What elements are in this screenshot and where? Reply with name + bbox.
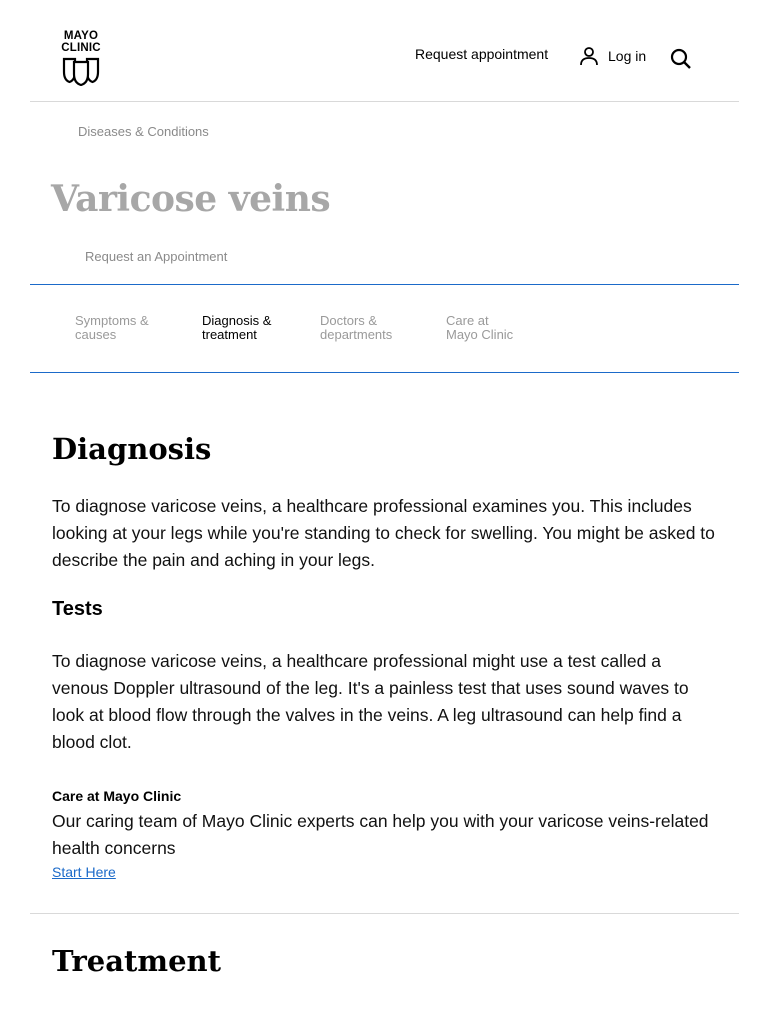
start-here-link[interactable]: Start Here: [52, 864, 116, 880]
user-icon: [579, 46, 599, 66]
tab-label-line1: Diagnosis &: [202, 313, 272, 328]
tab-label-line2: treatment: [202, 327, 257, 342]
search-icon: [670, 48, 692, 70]
login-label: Log in: [608, 48, 647, 64]
page-title: Varicose veins: [51, 178, 331, 220]
diagnosis-paragraph: To diagnose varicose veins, a healthcare professional examines you. This includes looking at your legs while you're standing to check for swelling. You might be asked to describe the pain and aching in your legs.: [52, 496, 715, 570]
mayo-clinic-logo[interactable]: [58, 30, 104, 86]
mayo-shield-icon: [62, 56, 100, 86]
breadcrumb[interactable]: Diseases & Conditions: [78, 124, 209, 139]
tests-heading: Tests: [52, 598, 103, 620]
section-tabs: [30, 284, 739, 373]
care-paragraph: Our caring team of Mayo Clinic experts can help you with your varicose veins-related health concerns: [52, 811, 709, 858]
tab-diagnosis-treatment[interactable]: [202, 314, 271, 342]
site-header: [30, 0, 739, 102]
tab-symptoms-causes[interactable]: [75, 314, 149, 342]
tab-label-line2: departments: [320, 327, 393, 342]
tab-care-at-mayo-clinic[interactable]: [446, 314, 513, 342]
tab-label-line2: Mayo Clinic: [446, 327, 514, 342]
logo-line2: CLINIC: [61, 42, 101, 54]
tab-label-line2: causes: [75, 327, 117, 342]
login-button[interactable]: [579, 46, 646, 66]
diagnosis-heading: Diagnosis: [52, 432, 212, 466]
request-an-appointment-link[interactable]: Request an Appointment: [85, 249, 228, 264]
tab-label-line1: Symptoms &: [75, 313, 149, 328]
tests-paragraph: To diagnose varicose veins, a healthcare professional might use a test called a venous Doppler ultrasound of the leg. It's a painless test that uses sound waves to look at blood flow through the valves in the veins. A leg ultrasound can help find a blood clot.: [52, 651, 689, 752]
section-divider: [30, 913, 739, 914]
tab-label-line1: Care at: [446, 313, 489, 328]
logo-line1: MAYO: [63, 30, 99, 42]
tab-doctors-departments[interactable]: [320, 314, 392, 342]
treatment-heading: Treatment: [52, 944, 222, 978]
search-button[interactable]: [670, 48, 692, 75]
request-appointment-link[interactable]: Request appointment: [415, 46, 549, 62]
care-at-mayo-label: Care at Mayo Clinic: [52, 788, 182, 804]
tab-label-line1: Doctors &: [320, 313, 378, 328]
